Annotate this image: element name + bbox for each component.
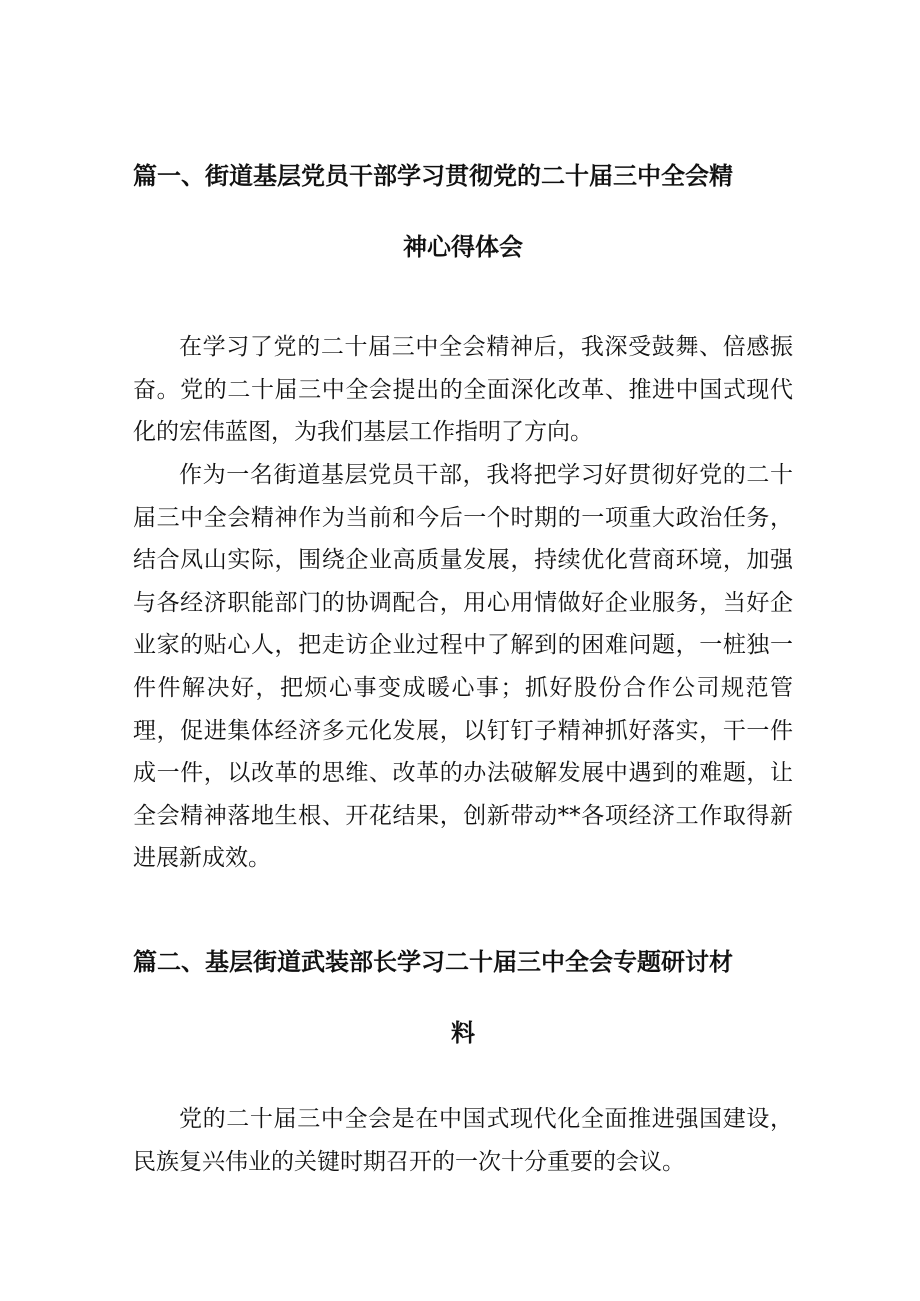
section-2-heading-line1: 篇二、基层街道武装部长学习二十届三中全会专题研讨材 — [133, 948, 733, 976]
section-1-heading-line2: 神心得体会 — [403, 233, 523, 261]
section-1-paragraph-2: 作为一名街道基层党员干部，我将把学习好贯彻好党的二十届三中全会精神作为当前和今后一个时期的一项重大政治任务，结合凤山实际，围绕企业高质量发展，持续优化营商环境，加强与各经济职能部门的协调配合，用心用情做好企业服务，当好企业家的贴心人，把走访企业过程中了解到的困难问题，一桩独一件件解决好，把烦心事变成暖心事；抓好股份合作公司规范管理，促进集体经济多元化发展，以钉钉子精神抓好落实，干一件成一件，以改革的思维、改革的办法破解发展中遇到的难题，让全会精神落地生根、开花结果，创新带动**各项经济工作取得新进展新成效。 — [133, 462, 793, 872]
section-2-heading — [133, 927, 793, 1069]
section-1-heading-line1: 篇一、街道基层党员干部学习贯彻党的二十届三中全会精 — [133, 162, 733, 190]
section-1-heading — [133, 141, 793, 283]
section-1-paragraph-1: 在学习了党的二十届三中全会精神后，我深受鼓舞、倍感振奋。党的二十届三中全会提出的全面深化改革、推进中国式现代化的宏伟蓝图，为我们基层工作指明了方向。 — [133, 334, 793, 446]
section-2-heading-line2: 料 — [451, 1019, 475, 1047]
section-2-paragraph-1: 党的二十届三中全会是在中国式现代化全面推进强国建设，民族复兴伟业的关键时期召开的一次十分重要的会议。 — [133, 1106, 793, 1175]
